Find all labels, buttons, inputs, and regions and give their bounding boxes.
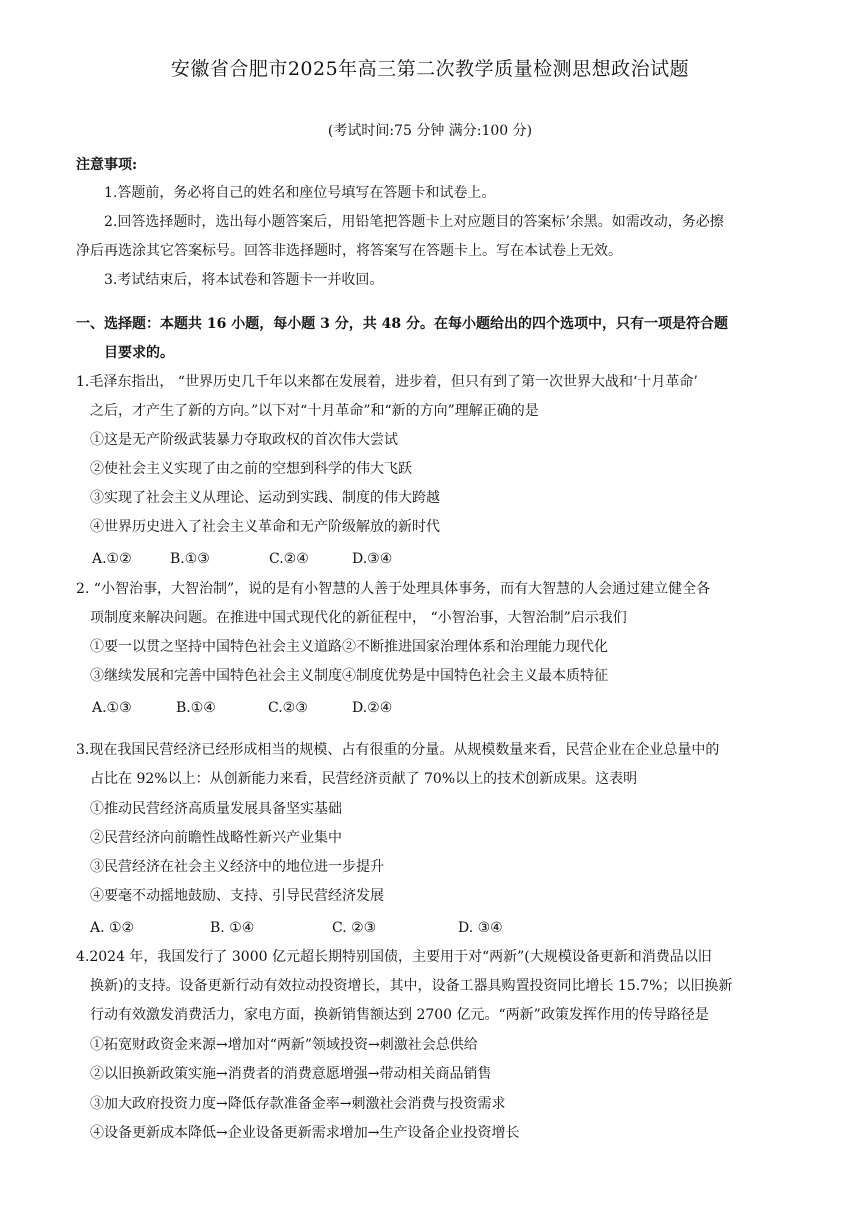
notice-item: 3.考试结束后，将本试卷和答题卡一并收回。 [104,272,384,288]
question-2-item: ①要一以贯之坚持中国特色社会主义道路②不断推进国家治理体系和治理能力现代化 [90,639,608,655]
question-1-item: ④世界历史进入了社会主义革命和无产阶级解放的新时代 [90,519,440,535]
question-2-stem: 项制度来解决问题。在推进中国式现代化的新征程中， “小智治事，大智治制”启示我们 [90,610,627,626]
notice-item: 净后再选涂其它答案标号。回答非选择题时，将答案写在答题卡上。写在本试卷上无效。 [76,243,622,259]
question-1-stem: 之后，才产生了新的方向。”以下对“十月革命”和“新的方向”理解正确的是 [90,403,539,419]
question-3-option-c: C. ②③ [332,920,377,936]
question-3-item: ②民营经济向前瞻性战略性新兴产业集中 [90,830,342,846]
question-4-stem: 换新)的支持。设备更新行动有效拉动投资增长，其中，设备工器具购置投资同比增长 15.7%；以旧换新 [90,978,733,994]
question-2-option-d: D.②④ [352,700,393,716]
question-4-stem: 行动有效激发消费活力，家电方面，换新销售额达到 2700 亿元。“两新”政策发挥作用的传导路径是 [90,1007,709,1023]
notice-item: 2.回答选择题时，选出每小题答案后，用铅笔把答题卡上对应题目的答案标’余黑。如需改动，务必擦 [104,214,724,230]
question-2-option-c: C.②③ [268,700,308,716]
question-4-stem: 4.2024 年，我国发行了 3000 亿元超长期特别国债，主要用于对“两新”(大规模设备更新和消费品以旧 [76,949,712,965]
notice-item: 1.答题前，务必将自己的姓名和座位号填写在答题卡和试卷上。 [104,185,496,201]
question-1-item: ②使社会主义实现了由之前的空想到科学的伟大飞跃 [90,461,412,477]
question-3-item: ④要毫不动摇地鼓励、支持、引导民营经济发展 [90,888,384,904]
exam-info: (考试时间:75 分钟 满分:100 分) [327,123,533,139]
question-2-option-b: B.①④ [176,700,216,716]
question-1-item: ①这是无产阶级武装暴力夺取政权的首次伟大尝试 [90,432,398,448]
question-4-item: ②以旧换新政策实施→消费者的消费意愿增强→带动相关商品销售 [90,1066,492,1082]
question-4-item: ④设备更新成本降低→企业设备更新需求增加→生产设备企业投资增长 [90,1125,520,1141]
question-1-stem: 1.毛泽东指出， “世界历史几千年以来都在发展着，进步着，但只有到了第一次世界大战和‘十月革命’ [76,374,698,390]
question-3-option-d: D. ③④ [458,920,503,936]
question-2-item: ③继续发展和完善中国特色社会主义制度④制度优势是中国特色社会主义最本质特征 [90,668,608,684]
notice-heading: 注意事项: [76,157,138,173]
page-title: 安徽省合肥市2025年高三第二次教学质量检测思想政治试题 [170,58,690,80]
question-1-option-c: C.②④ [269,551,309,567]
question-2-stem: 2. “小智治事，大智治制”，说的是有小智慧的人善于处理具体事务，而有大智慧的人会通过建立健全各 [76,581,711,597]
question-3-stem: 占比在 92%以上：从创新能力来看，民营经济贡献了 70%以上的技术创新成果。这表明 [90,771,638,787]
question-4-item: ③加大政府投资力度→降低存款准备金率→刺激社会消费与投资需求 [90,1096,506,1112]
question-1-option-a: A.①② [92,551,132,567]
question-2-option-a: A.①③ [92,700,132,716]
question-1-option-b: B.①③ [170,551,210,567]
question-1-item: ③实现了社会主义从理论、运动到实践、制度的伟大跨越 [90,490,440,506]
question-3-option-a: A. ①② [90,920,135,936]
question-1-option-d: D.③④ [352,551,393,567]
section-heading: 一、选择题：本题共 16 小题，每小题 3 分，共 48 分。在每小题给出的四个选项中，只有一项是符合题 [76,316,728,332]
question-3-item: ①推动民营经济高质量发展具备坚实基础 [90,801,342,817]
question-3-option-b: B. ①④ [210,920,255,936]
section-heading-cont: 目要求的。 [104,345,174,361]
question-3-item: ③民营经济在社会主义经济中的地位进一步提升 [90,859,384,875]
question-4-item: ①拓宽财政资金来源→增加对“两新”领域投资→刺激社会总供给 [90,1037,478,1053]
question-3-stem: 3.现在我国民营经济已经形成相当的规模、占有很重的分量。从规模数量来看，民营企业在企业总量中的 [76,742,720,758]
